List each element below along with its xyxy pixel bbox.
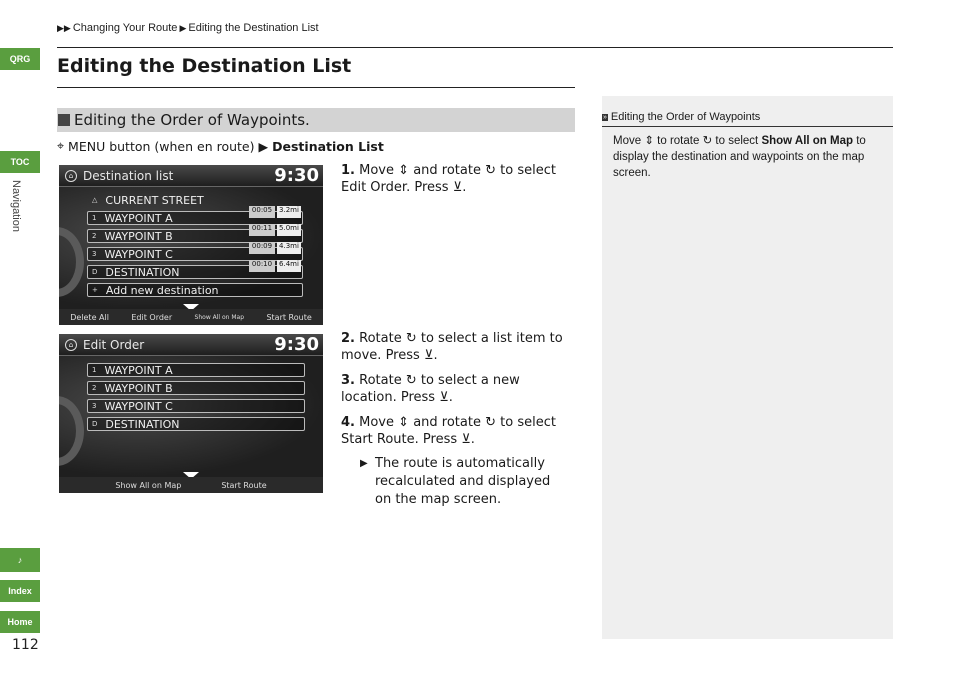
step-4 [341, 414, 577, 448]
dial-graphic [59, 396, 84, 466]
qrg-tab[interactable]: QRG [0, 48, 40, 70]
step-number: 4. [341, 415, 355, 430]
note-heading-text: Editing the Order of Waypoints [610, 111, 761, 123]
destination-list-screen [59, 165, 323, 325]
rotate-dial-icon: ↻ [485, 415, 496, 430]
menu-path-target: Destination List [272, 138, 384, 154]
hand-icon: ⌖ [57, 138, 65, 153]
list-item[interactable] [87, 193, 265, 207]
eta-badge [249, 224, 301, 236]
step-text: Move [359, 415, 394, 430]
list-item-label: WAYPOINT C [104, 399, 173, 413]
eta-time: 00:09 [249, 242, 275, 254]
eta-time: 00:10 [249, 260, 275, 272]
show-all-on-map-button[interactable]: Show All on Map [194, 313, 245, 321]
step-text: . [470, 432, 475, 447]
page-number: 112 [12, 637, 39, 653]
step-2 [341, 330, 577, 364]
list-item[interactable] [87, 381, 305, 395]
list-item-label: DESTINATION [105, 417, 180, 431]
step-result [360, 455, 570, 509]
square-bullet-icon [58, 114, 70, 126]
screen-footer [59, 309, 323, 325]
press-dial-icon: ⊻ [452, 180, 463, 195]
list-item[interactable] [87, 417, 305, 431]
index-tab[interactable]: Index [0, 580, 40, 602]
step-text: to select [500, 163, 556, 178]
section-heading [57, 108, 575, 132]
show-all-on-map-button[interactable]: Show All on Map [115, 480, 182, 490]
menu-path [57, 138, 384, 154]
section-heading-text: Editing the Order of Waypoints. [74, 111, 310, 129]
destination-flag-icon: D [92, 268, 98, 276]
note-text: Move [613, 135, 642, 147]
joystick-move-icon: ⇕ [398, 163, 410, 178]
arrow-icon: ▶ [258, 138, 269, 154]
step-item: Start Route [341, 432, 415, 447]
step-text: and rotate [413, 163, 481, 178]
voice-command-tab[interactable] [0, 548, 40, 572]
breadcrumb-section-link[interactable]: Changing Your Route [72, 22, 178, 34]
step-3 [341, 372, 577, 406]
press-dial-icon: ⊻ [439, 390, 449, 405]
edit-order-screen [59, 334, 323, 493]
start-route-button[interactable]: Start Route [266, 312, 312, 322]
rotate-dial-icon: ↻ [485, 163, 496, 178]
rotate-dial-icon: ↻ [405, 373, 417, 388]
eta-time: 00:11 [249, 224, 275, 236]
reference-icon: » [603, 113, 607, 121]
screen-title: Edit Order [83, 337, 145, 352]
step-text: . [462, 180, 467, 195]
eta-badge [249, 206, 301, 218]
list-item[interactable] [87, 363, 305, 377]
list-item-label: WAYPOINT C [104, 247, 173, 261]
note-text: to rotate [657, 135, 700, 147]
clock: 9:30 [274, 165, 319, 186]
home-icon: ⌂ [65, 339, 77, 351]
waypoint-number-icon: 2 [92, 232, 97, 240]
start-route-button[interactable]: Start Route [221, 480, 267, 490]
result-text: The route is automatically recalculated and displayed on the map screen. [375, 456, 551, 507]
menu-path-prefix: MENU button (when en route) [68, 138, 255, 154]
page-title: Editing the Destination List [57, 55, 352, 77]
step-text: and rotate [413, 415, 481, 430]
result-arrow-icon: ▶ [360, 458, 368, 469]
step-text: Move [359, 163, 394, 178]
rotate-dial-icon: ↻ [405, 331, 417, 346]
eta-distance: 6.4mi [277, 260, 301, 272]
step-number: 1. [341, 163, 355, 178]
breadcrumb-arrow-icon: ▶▶ [57, 22, 71, 33]
breadcrumb [57, 22, 319, 34]
eta-distance: 4.3mi [277, 242, 301, 254]
waypoint-number-icon: 1 [92, 214, 97, 222]
clock: 9:30 [274, 334, 319, 355]
voice-icon: ♪ [17, 555, 23, 565]
list-item-label: Add new destination [105, 283, 219, 297]
note-heading [602, 108, 893, 127]
waypoint-number-icon: 1 [92, 366, 97, 374]
toc-tab[interactable]: TOC [0, 151, 40, 173]
list-item-label: WAYPOINT A [104, 363, 173, 377]
screen-body [59, 187, 323, 309]
note-text: to display the destination and waypoints on the map screen. [613, 135, 866, 179]
step-text: . [433, 348, 438, 363]
add-destination-item[interactable] [87, 283, 303, 297]
screen-header [59, 334, 323, 356]
list-item-label: WAYPOINT B [104, 229, 173, 243]
dial-graphic [59, 227, 84, 297]
destination-flag-icon: D [92, 420, 98, 428]
top-divider [57, 47, 893, 48]
press-dial-icon: ⊻ [423, 348, 434, 363]
title-divider [57, 87, 575, 88]
waypoint-number-icon: 3 [92, 250, 97, 258]
note-body [613, 133, 885, 181]
step-text: to select a list item to move. Press [341, 331, 563, 363]
step-text: Rotate [359, 331, 402, 346]
step-text: to select a new location. Press [341, 373, 520, 405]
step-number: 2. [341, 331, 355, 346]
list-item-label: WAYPOINT B [104, 381, 173, 395]
list-item-label: DESTINATION [105, 265, 180, 279]
side-note [602, 96, 893, 639]
step-number: 3. [341, 373, 355, 388]
screen-footer [59, 477, 323, 493]
breadcrumb-arrow-icon: ▶ [179, 22, 187, 33]
joystick-move-icon: ⇕ [398, 415, 410, 430]
breadcrumb-page: Editing the Destination List [188, 22, 319, 34]
screen-title: Destination list [83, 168, 174, 183]
list-item[interactable] [87, 399, 305, 413]
waypoint-number-icon: 2 [92, 384, 97, 392]
joystick-move-icon: ⇕ [644, 135, 654, 147]
note-text: to select [715, 135, 759, 147]
eta-time: 00:05 [249, 206, 275, 218]
navigation-side-label: Navigation [10, 180, 22, 232]
edit-order-button[interactable]: Edit Order [131, 312, 173, 322]
step-1 [341, 162, 577, 196]
eta-badge [249, 260, 301, 272]
screen-body [59, 356, 323, 477]
list-item-label: CURRENT STREET [105, 193, 204, 207]
home-icon: ⌂ [65, 170, 77, 182]
screen-header [59, 165, 323, 187]
waypoint-number-icon: 3 [92, 402, 97, 410]
home-tab[interactable]: Home [0, 611, 40, 633]
eta-distance: 5.0mi [277, 224, 301, 236]
note-item: Show All on Map [761, 135, 854, 147]
eta-distance: 3.2mi [277, 206, 301, 218]
delete-all-button[interactable]: Delete All [70, 312, 109, 322]
press-dial-icon: ⊻ [461, 432, 471, 447]
step-text: . Press [414, 432, 458, 447]
step-text: . [448, 390, 453, 405]
plus-icon: + [92, 286, 98, 294]
step-item: Edit Order [341, 180, 407, 195]
step-text: to select [500, 415, 556, 430]
step-text: . Press [406, 180, 449, 195]
eta-badge [249, 242, 301, 254]
rotate-dial-icon: ↻ [702, 135, 713, 147]
list-item-label: WAYPOINT A [104, 211, 173, 225]
location-icon: △ [92, 196, 98, 204]
step-text: Rotate [359, 373, 402, 388]
